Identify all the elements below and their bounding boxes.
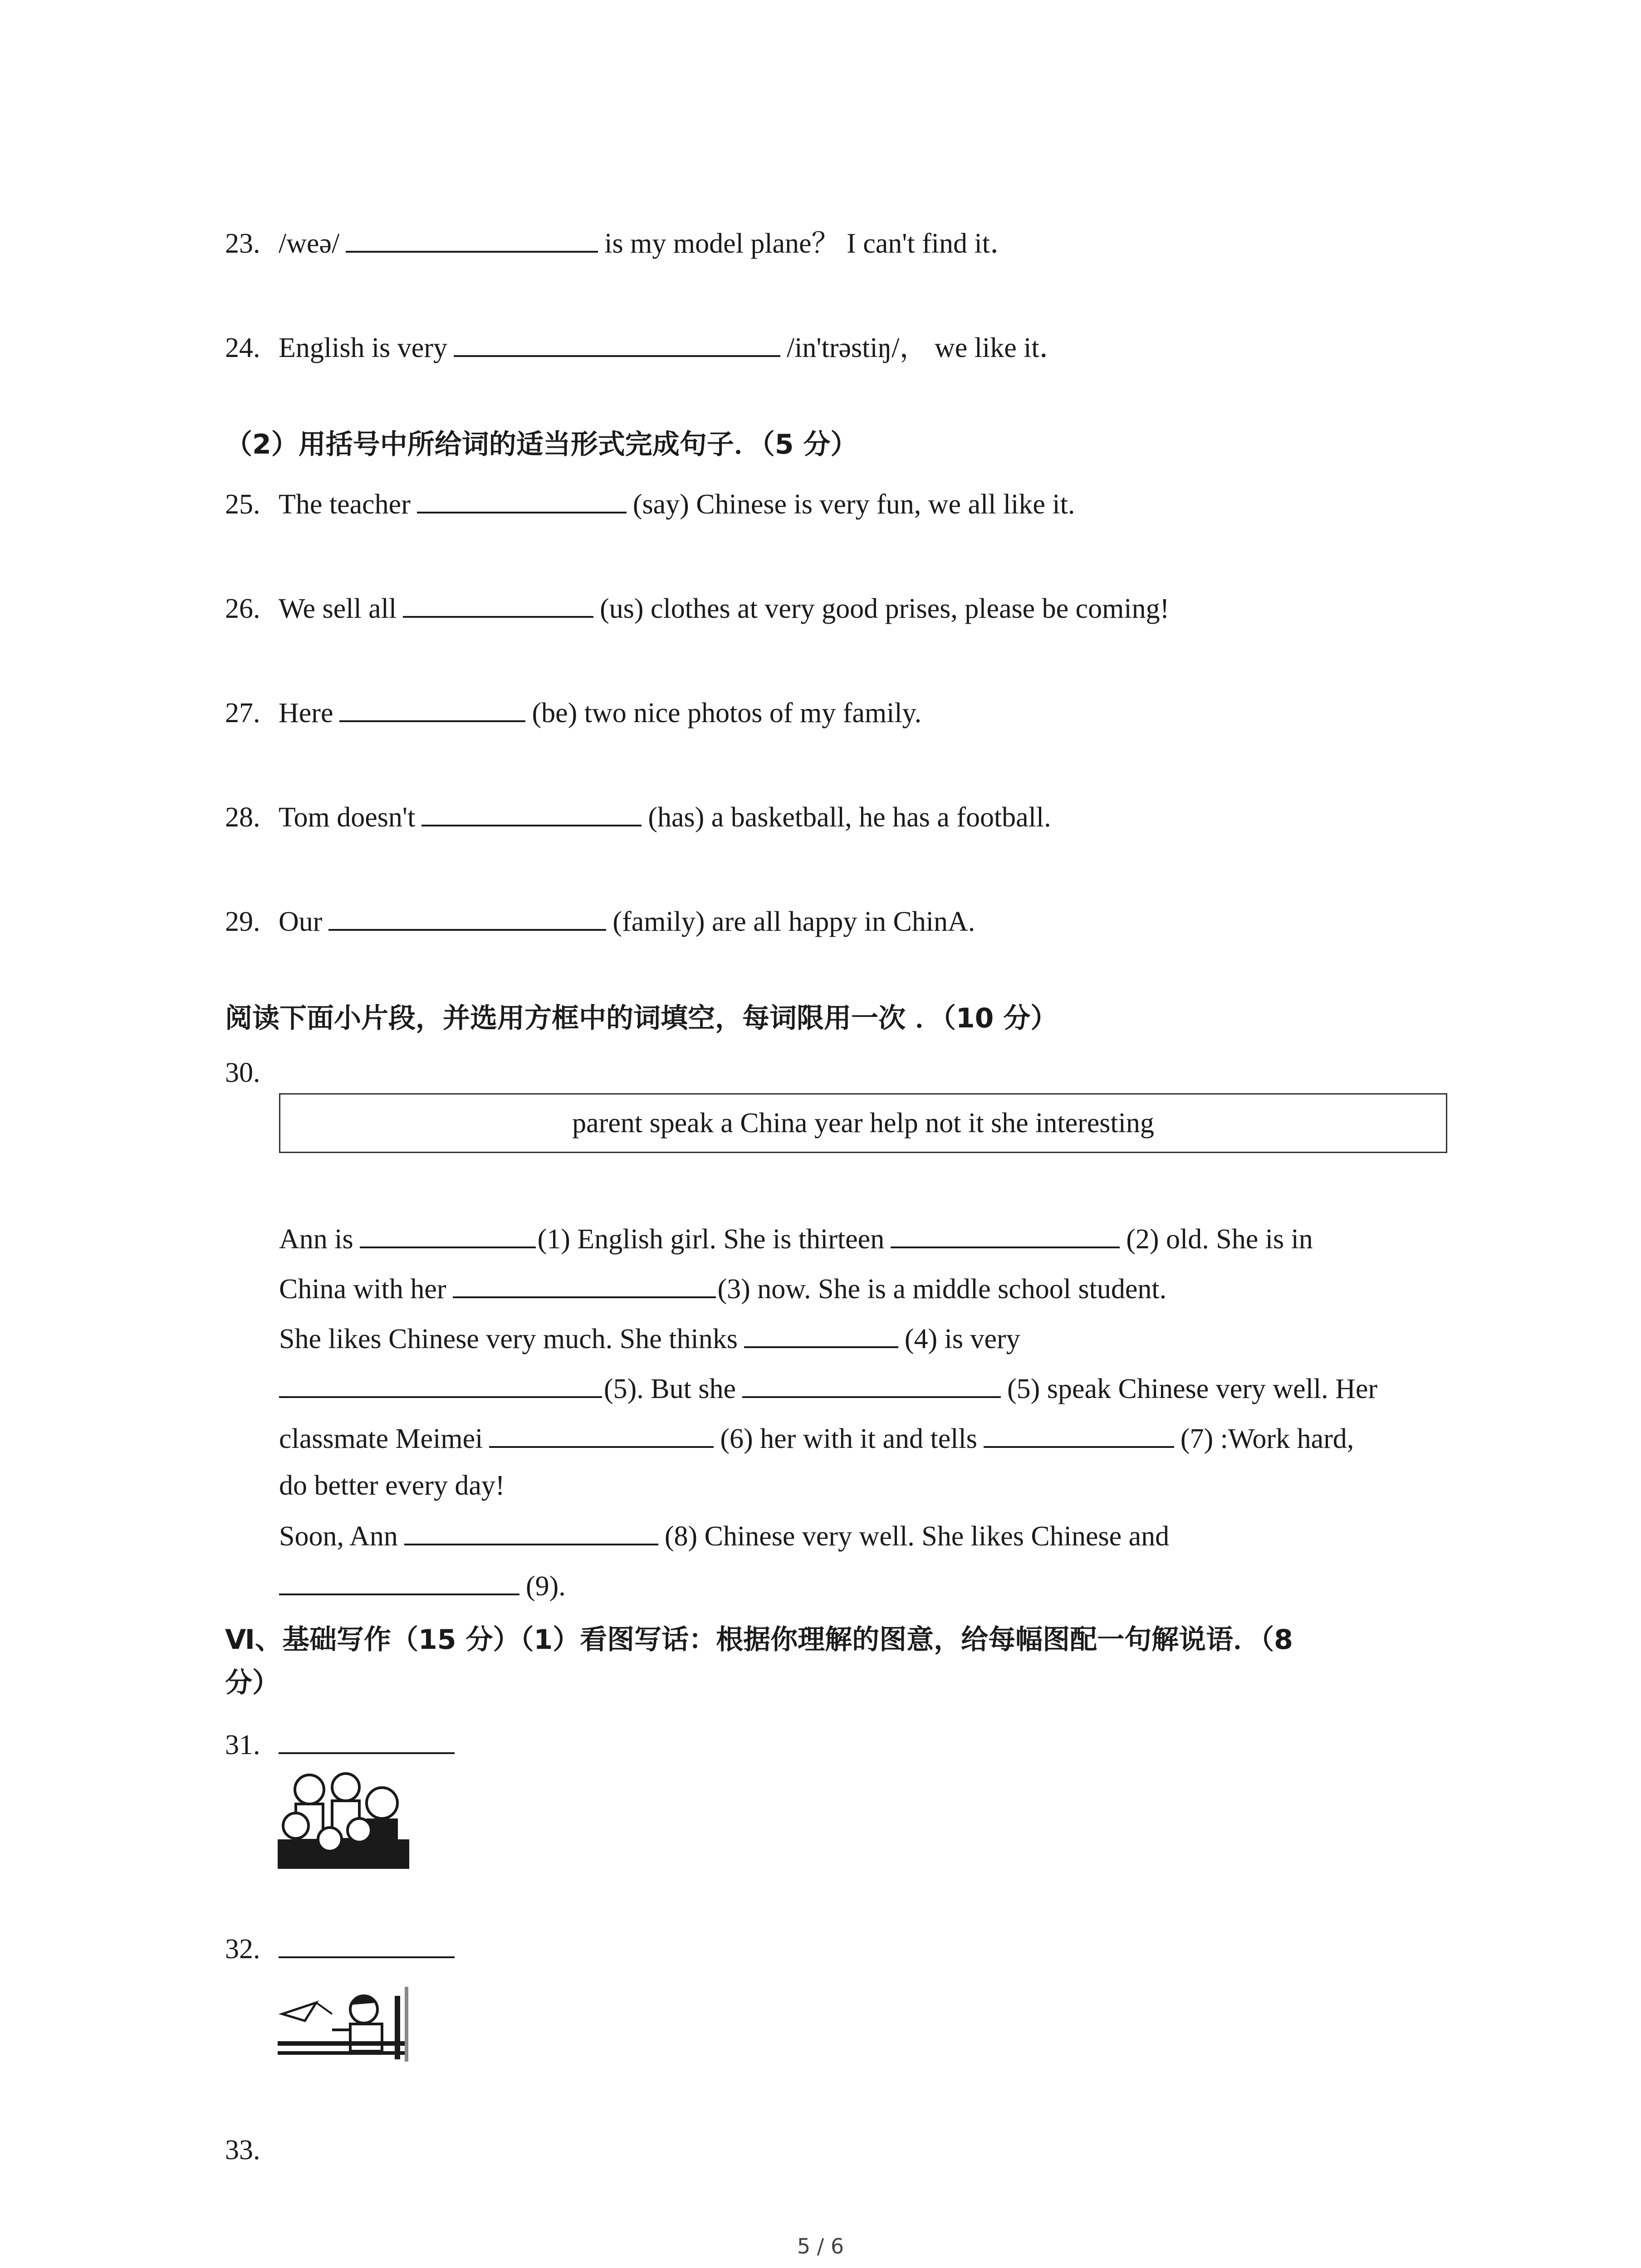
question-text-post: (say) Chinese is very fun, we all like it. — [632, 489, 1075, 520]
passage-text: classmate Meimei — [279, 1423, 483, 1454]
answer-blank-7[interactable] — [984, 1420, 1174, 1448]
word-box: parent speak a China year help not it she interesting — [279, 1093, 1447, 1153]
question-text-pre: The teacher — [279, 489, 411, 520]
passage-line-2 — [279, 1270, 1166, 1307]
question-31 — [225, 1726, 455, 1763]
passage-text: China with her — [279, 1274, 446, 1305]
question-number: 23. — [225, 228, 260, 259]
passage-text: Ann is — [279, 1224, 353, 1255]
question-number: 25. — [225, 489, 260, 520]
question-text-post: (us) clothes at very good prises, please be coming! — [600, 593, 1170, 624]
passage-line-6: do better every day! — [279, 1470, 505, 1501]
answer-blank[interactable] — [403, 590, 593, 618]
passage-text: (8) Chinese very well. She likes Chinese and — [664, 1521, 1170, 1552]
passage-line-3 — [279, 1320, 1020, 1357]
question-text-pre: English is very — [279, 332, 447, 363]
passage-line-4 — [279, 1370, 1377, 1407]
answer-blank[interactable] — [421, 798, 642, 826]
answer-blank[interactable] — [279, 1930, 455, 1958]
answer-blank-5b[interactable] — [742, 1370, 1001, 1398]
family-picture-icon — [278, 1771, 409, 1869]
question-text-post: is my model plane？ I can't find it． — [604, 228, 1018, 259]
answer-blank-3[interactable] — [453, 1270, 716, 1298]
question-text-pre: Here — [279, 698, 333, 728]
question-number: 32. — [225, 1934, 260, 1965]
answer-blank[interactable] — [346, 225, 598, 253]
boy-making-paper-plane-icon — [278, 1982, 418, 2064]
passage-text: (5) speak Chinese very well. Her — [1007, 1374, 1378, 1404]
question-text-post: (be) two nice photos of my family. — [532, 698, 922, 728]
question-number: 31. — [225, 1730, 260, 1760]
answer-blank[interactable] — [328, 903, 606, 931]
passage-line-1 — [279, 1220, 1313, 1257]
passage-text: (1) English girl. She is thirteen — [537, 1224, 885, 1255]
answer-blank-9[interactable] — [279, 1567, 519, 1595]
question-number: 24. — [225, 332, 260, 363]
question-33-number: 33. — [225, 2135, 260, 2165]
question-text-pre: We sell all — [279, 593, 397, 624]
answer-blank-2[interactable] — [891, 1220, 1120, 1248]
passage-text: (4) is very — [904, 1324, 1020, 1354]
section-heading-part2: （2）用括号中所给词的适当形式完成句子．（5 分） — [225, 429, 858, 460]
answer-blank-1[interactable] — [360, 1220, 536, 1248]
answer-blank-6[interactable] — [489, 1420, 714, 1448]
answer-blank-8[interactable] — [404, 1517, 658, 1545]
answer-blank[interactable] — [339, 694, 525, 722]
answer-blank[interactable] — [454, 329, 780, 357]
passage-line-8 — [279, 1567, 566, 1604]
question-27 — [225, 694, 921, 731]
answer-blank[interactable] — [417, 485, 627, 513]
section-heading-writing-cont: 分） — [225, 1667, 279, 1699]
question-23 — [225, 225, 1018, 262]
passage-text: (3) now. She is a middle school student. — [717, 1274, 1167, 1305]
question-text-pre: Tom doesn't — [279, 802, 416, 833]
section-heading-reading: 阅读下面小片段，并选用方框中的词填空，每词限用一次 ．（10 分） — [225, 1002, 1058, 1034]
passage-text: She likes Chinese very much. She thinks — [279, 1324, 738, 1354]
question-number: 26. — [225, 593, 260, 624]
question-24 — [225, 329, 1068, 366]
answer-blank-5[interactable] — [279, 1370, 602, 1398]
question-number: 29. — [225, 906, 260, 937]
question-text-post: /in'trəstiŋ/， we like it． — [786, 332, 1068, 363]
question-28 — [225, 798, 1051, 836]
question-29 — [225, 903, 975, 940]
passage-text: (5). But she — [604, 1374, 736, 1404]
question-text-pre: Our — [279, 906, 323, 937]
section-heading-writing: Ⅵ、基础写作（15 分）（1）看图写话：根据你理解的图意，给每幅图配一句解说语．（8 — [225, 1624, 1293, 1656]
question-text-post: (family) are all happy in ChinA. — [612, 906, 975, 937]
question-26 — [225, 590, 1169, 627]
question-32 — [225, 1930, 455, 1967]
passage-text: (9). — [526, 1571, 566, 1602]
question-25 — [225, 485, 1075, 523]
page-number: 5 / 6 — [797, 2234, 844, 2258]
passage-line-5 — [279, 1420, 1354, 1457]
passage-line-7 — [279, 1517, 1169, 1554]
question-number: 27. — [225, 698, 260, 728]
question-30-number: 30. — [225, 1057, 260, 1088]
answer-blank-4[interactable] — [744, 1320, 898, 1348]
question-number: 28. — [225, 802, 260, 833]
passage-text: Soon, Ann — [279, 1521, 398, 1552]
answer-blank[interactable] — [279, 1726, 455, 1754]
passage-text: (2) old. She is in — [1126, 1224, 1313, 1255]
question-text-post: (has) a basketball, he has a football. — [648, 802, 1051, 833]
passage-text: (7) :Work hard, — [1180, 1423, 1354, 1454]
question-text-pre: /weə/ — [279, 228, 340, 259]
passage-text: (6) her with it and tells — [720, 1423, 977, 1454]
